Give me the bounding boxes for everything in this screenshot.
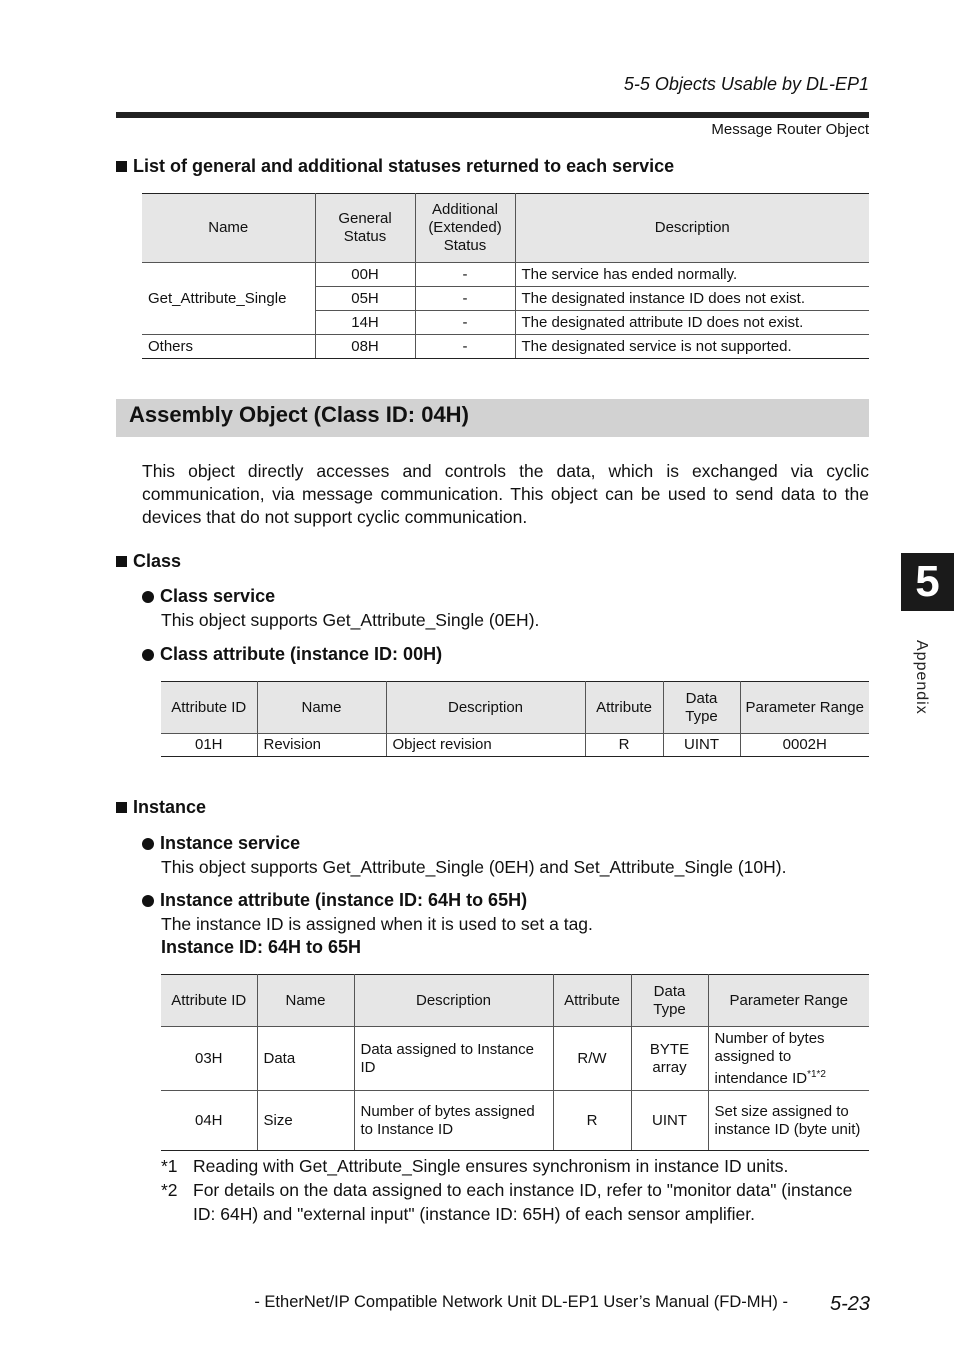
table-row (142, 335, 869, 359)
page-number: 5-23 (829, 1293, 870, 1315)
status-list-heading: List of general and additional statuses returned to each service (116, 156, 674, 177)
cell-additional-status: - (415, 287, 515, 311)
status-table (142, 193, 869, 359)
cell-additional-status: - (415, 263, 515, 287)
column-header: Name (142, 194, 315, 263)
table-row (142, 263, 869, 287)
cell-name: Others (142, 335, 315, 359)
cell-description: Data assigned to Instance ID (354, 1027, 553, 1091)
square-bullet-icon (116, 161, 127, 172)
cell-data-type: UINT (631, 1091, 708, 1151)
footnote-ref: *1*2 (807, 1068, 826, 1080)
cell-description: Object revision (386, 734, 585, 757)
chapter-label: Appendix (913, 640, 930, 715)
footnote (161, 1154, 869, 1178)
cell-name: Data (257, 1027, 354, 1091)
cell-general-status: 14H (315, 311, 415, 335)
cell-general-status: 08H (315, 335, 415, 359)
column-header: Attribute (553, 975, 631, 1027)
class-service-text: This object supports Get_Attribute_Single (0EH). (161, 610, 540, 630)
footnote-text: For details on the data assigned to each instance ID, refer to "monitor data" (instance ID: 64H) and "external input" (instance ID: 65H) of each sensor amplifier. (193, 1180, 853, 1224)
cell-attribute-id: 04H (161, 1091, 257, 1151)
footnote-mark: *1 (161, 1156, 178, 1176)
class-attribute-heading: Class attribute (instance ID: 00H) (142, 644, 442, 665)
square-bullet-icon (116, 802, 127, 813)
table-row (161, 734, 869, 757)
instance-attribute-text: The instance ID is assigned when it is used to set a tag. (161, 914, 593, 934)
round-bullet-icon (142, 838, 154, 850)
instance-attribute-heading: Instance attribute (instance ID: 64H to 65H) (142, 890, 527, 911)
class-heading: Class (116, 551, 181, 572)
cell-attribute: R (553, 1091, 631, 1151)
footer-manual-title: - EtherNet/IP Compatible Network Unit DL-EP1 User’s Manual (FD-MH) - (254, 1293, 788, 1311)
cell-name: Get_Attribute_Single (142, 263, 315, 335)
instance-service-text: This object supports Get_Attribute_Single (0EH) and Set_Attribute_Single (10H). (161, 857, 787, 877)
cell-data-type: BYTE array (631, 1027, 708, 1091)
cell-attribute: R/W (553, 1027, 631, 1091)
column-header: Data Type (663, 682, 740, 734)
section-title: Assembly Object (Class ID: 04H) (129, 402, 469, 427)
square-bullet-icon (116, 556, 127, 567)
table-row (161, 1027, 869, 1091)
instance-id-label: Instance ID: 64H to 65H (161, 937, 362, 957)
footnote-mark: *2 (161, 1180, 178, 1200)
column-header: Data Type (631, 975, 708, 1027)
column-header: Additional (Extended) Status (415, 194, 515, 263)
chapter-tab: 5 (901, 553, 954, 611)
instance-attribute-table (161, 974, 869, 1151)
column-header: Attribute (585, 682, 663, 734)
cell-parameter-range: Set size assigned to instance ID (byte unit) (708, 1091, 869, 1151)
class-attribute-table (161, 681, 869, 757)
cell-additional-status: - (415, 335, 515, 359)
column-header: General Status (315, 194, 415, 263)
cell-name: Size (257, 1091, 354, 1151)
assembly-intro-paragraph: This object directly accesses and controls the data, which is exchanged via cyclic communication, via message communication. This object can be used to send data to the devices that do not support cyclic communication. (142, 461, 869, 527)
cell-additional-status: - (415, 311, 515, 335)
column-header: Description (386, 682, 585, 734)
column-header: Attribute ID (161, 975, 257, 1027)
column-header: Parameter Range (740, 682, 869, 734)
column-header: Parameter Range (708, 975, 869, 1027)
cell-description: The designated service is not supported. (515, 335, 869, 359)
cell-attribute-id: 01H (161, 734, 257, 757)
column-header: Description (354, 975, 553, 1027)
cell-attribute-id: 03H (161, 1027, 257, 1091)
running-header-title: 5-5 Objects Usable by DL-EP1 (623, 74, 869, 94)
footnote-text: Reading with Get_Attribute_Single ensures synchronism in instance ID units. (193, 1156, 789, 1176)
cell-data-type: UINT (663, 734, 740, 757)
cell-name: Revision (257, 734, 386, 757)
column-header: Name (257, 975, 354, 1027)
header-rule (116, 112, 869, 118)
cell-description: The designated instance ID does not exist. (515, 287, 869, 311)
cell-general-status: 00H (315, 263, 415, 287)
cell-general-status: 05H (315, 287, 415, 311)
column-header: Attribute ID (161, 682, 257, 734)
cell-parameter-range: Number of bytes assigned to intendance $ID^{*1*2}$ (708, 1027, 869, 1091)
column-header: Name (257, 682, 386, 734)
instance-service-heading: Instance service (142, 833, 300, 854)
class-service-heading: Class service (142, 586, 275, 607)
cell-attribute: R (585, 734, 663, 757)
cell-description: The service has ended normally. (515, 263, 869, 287)
round-bullet-icon (142, 591, 154, 603)
column-header: Description (515, 194, 869, 263)
cell-description: Number of bytes assigned to Instance ID (354, 1091, 553, 1151)
running-header-subtitle: Message Router Object (711, 121, 869, 138)
cell-parameter-range: 0002H (740, 734, 869, 757)
round-bullet-icon (142, 895, 154, 907)
footnote (161, 1178, 869, 1250)
instance-heading: Instance (116, 797, 206, 818)
cell-description: The designated attribute ID does not exist. (515, 311, 869, 335)
table-row (161, 1091, 869, 1151)
round-bullet-icon (142, 649, 154, 661)
